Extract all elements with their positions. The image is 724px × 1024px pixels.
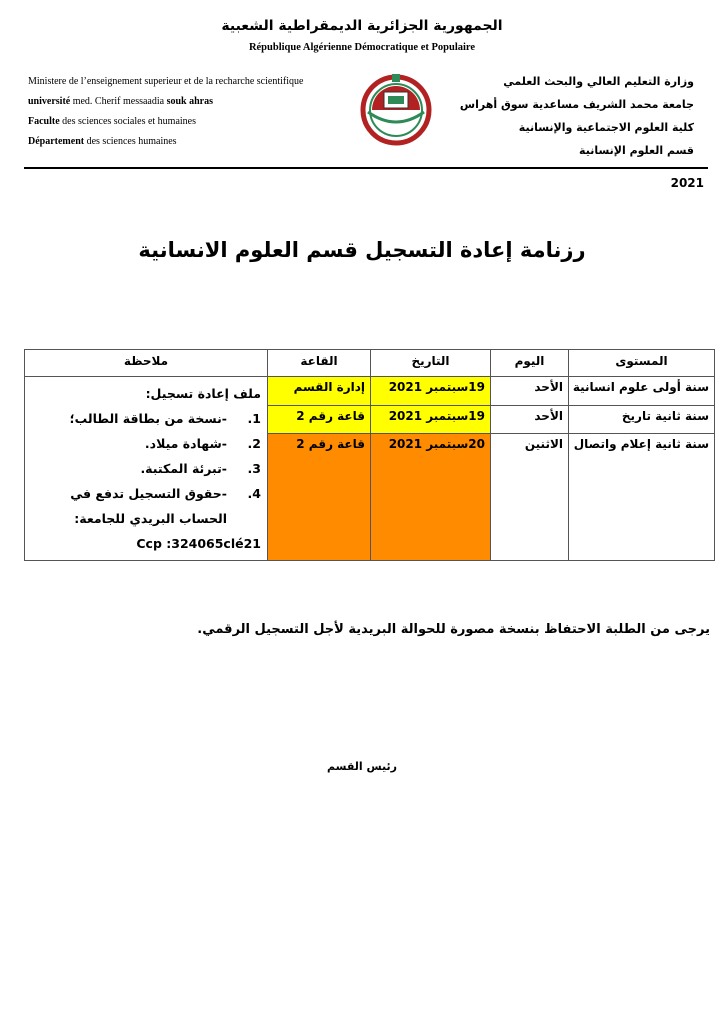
french-department: [28, 132, 303, 152]
table-header-row: [25, 350, 715, 377]
arabic-ministry: وزارة التعليم العالي والبحث العلمي: [503, 75, 694, 88]
header-day: اليوم: [491, 350, 569, 377]
french-faculty: [28, 112, 303, 132]
french-department-name: des sciences humaines: [84, 136, 177, 147]
ccp-account: Ccp :324065clé21: [136, 536, 261, 551]
document-year: 2021: [670, 176, 704, 190]
notes-heading: ملف إعادة تسجيل:: [145, 386, 261, 401]
note-number: 2.: [247, 436, 261, 451]
arabic-university: جامعة محمد الشريف مساعدية سوق أهراس: [459, 98, 694, 111]
list-item: [31, 481, 261, 506]
french-department-label: Département: [28, 136, 85, 147]
cell-level: سنة أولى علوم انسانية: [569, 377, 715, 406]
header-divider: [24, 167, 708, 169]
cell-day: الأحد: [491, 377, 569, 406]
header-arabic-republic: الجمهورية الجزائرية الديمقراطية الشعبية: [221, 18, 503, 34]
cell-level: سنة ثانية إعلام واتصال: [569, 434, 715, 561]
header-room: القاعة: [268, 350, 371, 377]
note-text: -حقوق التسجيل تدفع في: [70, 486, 227, 501]
header-date: التاريخ: [371, 350, 491, 377]
cell-date: 20سبتمبر 2021: [371, 434, 491, 561]
list-item: [31, 456, 261, 481]
header-notes: ملاحظة: [25, 350, 268, 377]
cell-notes: [25, 377, 268, 561]
cell-day: الأحد: [491, 405, 569, 434]
arabic-institution-block: [460, 70, 694, 162]
table-row: [25, 377, 715, 406]
cell-room: قاعة رقم 2: [268, 434, 371, 561]
cell-room: إدارة القسم: [268, 377, 371, 406]
french-university-name: med. Cherif messaadia: [70, 96, 167, 107]
cell-date: 19سبتمبر 2021: [371, 377, 491, 406]
note-number: 1.: [247, 411, 261, 426]
french-faculty-label: Faculte: [28, 116, 60, 127]
french-university: [28, 92, 303, 112]
arabic-department: قسم العلوم الإنسانية: [579, 144, 694, 157]
french-faculty-name: des sciences sociales et humaines: [59, 116, 196, 127]
signature-label: رئيس القسم: [327, 760, 397, 773]
header-french-republic: République Algérienne Démocratique et Populaire: [248, 42, 476, 53]
registration-schedule-table: [24, 349, 715, 561]
arabic-faculty: كلية العلوم الاجتماعية والإنسانية: [518, 121, 694, 134]
cell-level: سنة ثانية تاريخ: [569, 405, 715, 434]
french-university-city: souk ahras: [166, 96, 213, 107]
french-institution-block: [28, 72, 303, 152]
cell-date: 19سبتمبر 2021: [371, 405, 491, 434]
header-level: المستوى: [569, 350, 715, 377]
page-title: رزنامة إعادة التسجيل قسم العلوم الانسانية: [138, 238, 586, 262]
list-item: [31, 406, 261, 431]
list-item: [31, 431, 261, 456]
cell-day: الاثنين: [491, 434, 569, 561]
note-text: -نسخة من بطاقة الطالب؛: [69, 411, 227, 426]
notes-continuation: الحساب البريدي للجامعة:: [74, 511, 227, 526]
cell-room: قاعة رقم 2: [268, 405, 371, 434]
note-number: 4.: [247, 486, 261, 501]
notice-text: يرجى من الطلبة الاحتفاظ بنسخة مصورة للحوالة البريدية لأجل التسجيل الرقمي.: [197, 622, 710, 637]
note-text: -شهادة ميلاد.: [144, 436, 227, 451]
note-text: -تبرئة المكتبة.: [140, 461, 227, 476]
french-ministry: Ministere de l’enseignement superieur et de la recharche scientifique: [28, 76, 304, 87]
french-university-label: université: [28, 96, 71, 107]
note-number: 3.: [247, 461, 261, 476]
university-logo-icon: [358, 70, 434, 148]
